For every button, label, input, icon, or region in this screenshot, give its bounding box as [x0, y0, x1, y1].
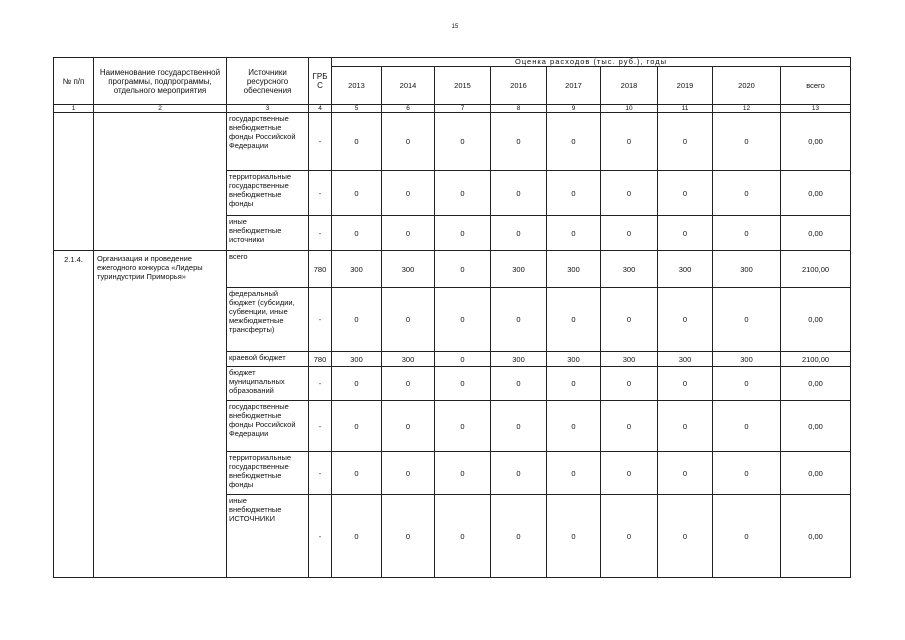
value-cell-2014: 0 [382, 495, 435, 578]
value-cell-2015: 0 [435, 495, 491, 578]
header-year-2014: 2014 [382, 67, 435, 105]
header-year-2017: 2017 [547, 67, 601, 105]
value-cell-2015: 0 [435, 367, 491, 401]
value-cell-2015: 0 [435, 352, 491, 367]
header-number: № п/п [54, 58, 94, 105]
value-cell-2017: 0 [547, 495, 601, 578]
value-cell-2017: 0 [547, 452, 601, 495]
value-cell-2017: 0 [547, 367, 601, 401]
value-cell-2015: 0 [435, 288, 491, 352]
grbs-cell: 780 [309, 251, 332, 288]
value-cell-2018: 0 [601, 288, 658, 352]
value-cell-2013: 0 [332, 113, 382, 171]
name-cell-empty [94, 113, 227, 251]
value-cell-2015: 0 [435, 452, 491, 495]
value-cell-2014: 300 [382, 251, 435, 288]
value-cell-2017: 0 [547, 401, 601, 452]
value-cell-2019: 0 [658, 452, 713, 495]
column-number: 4 [309, 105, 332, 113]
header-year-2015: 2015 [435, 67, 491, 105]
value-cell-total: 0,00 [781, 367, 851, 401]
table-row [54, 251, 851, 288]
value-cell-2017: 300 [547, 352, 601, 367]
value-cell-total: 0,00 [781, 288, 851, 352]
value-cell-2014: 300 [382, 352, 435, 367]
header-source: Источники ресурсного обеспечения [227, 58, 309, 105]
activity-name: Организация и проведение ежегодного конкурса «Лидеры туриндустрии Приморья» [94, 251, 227, 578]
value-cell-2015: 0 [435, 251, 491, 288]
column-number: 13 [781, 105, 851, 113]
value-cell-2013: 0 [332, 216, 382, 251]
column-number: 9 [547, 105, 601, 113]
value-cell-2014: 0 [382, 401, 435, 452]
value-cell-total: 0,00 [781, 495, 851, 578]
value-cell-2018: 0 [601, 216, 658, 251]
value-cell-2013: 0 [332, 288, 382, 352]
grbs-cell: - [309, 288, 332, 352]
value-cell-total: 0,00 [781, 452, 851, 495]
column-number: 2 [94, 105, 227, 113]
value-cell-total: 2100,00 [781, 251, 851, 288]
value-cell-2014: 0 [382, 171, 435, 216]
value-cell-2013: 300 [332, 352, 382, 367]
source-cell: государственные внебюджетные фонды Российской Федерации [227, 113, 309, 171]
header-year-2013: 2013 [332, 67, 382, 105]
column-numbers-row [54, 105, 851, 113]
value-cell-2016: 0 [491, 171, 547, 216]
value-cell-2019: 0 [658, 367, 713, 401]
header-name: Наименование государственной программы, подпрограммы, отдельного мероприятия [94, 58, 227, 105]
header-grbs-label: ГРБС [312, 72, 328, 90]
value-cell-2020: 300 [713, 352, 781, 367]
value-cell-2019: 0 [658, 288, 713, 352]
source-cell: бюджет муниципальных образований [227, 367, 309, 401]
value-cell-2018: 0 [601, 367, 658, 401]
value-cell-2019: 0 [658, 171, 713, 216]
value-cell-2018: 0 [601, 401, 658, 452]
value-cell-2017: 0 [547, 171, 601, 216]
column-number: 7 [435, 105, 491, 113]
source-cell: иные внебюджетные источники [227, 216, 309, 251]
column-number: 1 [54, 105, 94, 113]
value-cell-2013: 0 [332, 367, 382, 401]
value-cell-2019: 0 [658, 113, 713, 171]
activity-number: 2.1.4. [54, 251, 94, 578]
value-cell-2015: 0 [435, 113, 491, 171]
value-cell-2018: 300 [601, 251, 658, 288]
value-cell-2013: 0 [332, 401, 382, 452]
value-cell-2016: 300 [491, 352, 547, 367]
column-number: 12 [713, 105, 781, 113]
value-cell-2013: 0 [332, 495, 382, 578]
number-cell-empty [54, 113, 94, 251]
value-cell-2015: 0 [435, 401, 491, 452]
value-cell-2017: 300 [547, 251, 601, 288]
table-row [54, 113, 851, 171]
value-cell-2014: 0 [382, 113, 435, 171]
column-number: 3 [227, 105, 309, 113]
value-cell-2017: 0 [547, 113, 601, 171]
value-cell-2016: 0 [491, 495, 547, 578]
value-cell-2020: 0 [713, 288, 781, 352]
value-cell-2013: 0 [332, 171, 382, 216]
grbs-cell: - [309, 216, 332, 251]
value-cell-total: 0,00 [781, 401, 851, 452]
value-cell-2018: 300 [601, 352, 658, 367]
column-number: 8 [491, 105, 547, 113]
header-row [54, 58, 851, 67]
value-cell-total: 0,00 [781, 113, 851, 171]
value-cell-2016: 0 [491, 367, 547, 401]
value-cell-2019: 0 [658, 216, 713, 251]
funding-table [53, 57, 851, 578]
column-number: 5 [332, 105, 382, 113]
header-year-2016: 2016 [491, 67, 547, 105]
value-cell-total: 0,00 [781, 216, 851, 251]
value-cell-2020: 0 [713, 171, 781, 216]
value-cell-2015: 0 [435, 171, 491, 216]
source-cell: территориальные государственные внебюджетные фонды [227, 171, 309, 216]
value-cell-2019: 0 [658, 495, 713, 578]
page-number: 15 [451, 24, 459, 30]
source-cell: иные внебюджетные ИСТОЧНИКИ [227, 495, 309, 578]
header-year-2020: 2020 [713, 67, 781, 105]
value-cell-2020: 0 [713, 452, 781, 495]
value-cell-2019: 0 [658, 401, 713, 452]
value-cell-2016: 0 [491, 288, 547, 352]
value-cell-2017: 0 [547, 216, 601, 251]
source-cell: территориальные государственные внебюджетные фонды [227, 452, 309, 495]
value-cell-2018: 0 [601, 171, 658, 216]
value-cell-2017: 0 [547, 288, 601, 352]
value-cell-2014: 0 [382, 367, 435, 401]
value-cell-2014: 0 [382, 288, 435, 352]
value-cell-2020: 0 [713, 113, 781, 171]
source-cell: краевой бюджет [227, 352, 309, 367]
column-number: 10 [601, 105, 658, 113]
value-cell-2016: 0 [491, 452, 547, 495]
grbs-cell: 780 [309, 352, 332, 367]
value-cell-2019: 300 [658, 251, 713, 288]
value-cell-2016: 0 [491, 401, 547, 452]
source-cell: федеральный бюджет (субсидии, субвенции, иные межбюджетные трансферты) [227, 288, 309, 352]
value-cell-2016: 300 [491, 251, 547, 288]
header-grbs [309, 58, 332, 105]
value-cell-2020: 0 [713, 216, 781, 251]
source-cell: государственные внебюджетные фонды Российской Федерации [227, 401, 309, 452]
value-cell-2014: 0 [382, 216, 435, 251]
value-cell-2016: 0 [491, 216, 547, 251]
value-cell-2013: 0 [332, 452, 382, 495]
header-year-2019: 2019 [658, 67, 713, 105]
column-number: 11 [658, 105, 713, 113]
value-cell-2020: 0 [713, 495, 781, 578]
grbs-cell: - [309, 171, 332, 216]
value-cell-2018: 0 [601, 495, 658, 578]
value-cell-2020: 0 [713, 401, 781, 452]
value-cell-2015: 0 [435, 216, 491, 251]
value-cell-2019: 300 [658, 352, 713, 367]
grbs-cell: - [309, 401, 332, 452]
grbs-cell: - [309, 452, 332, 495]
header-year-2018: 2018 [601, 67, 658, 105]
value-cell-2016: 0 [491, 113, 547, 171]
source-cell: всего [227, 251, 309, 288]
value-cell-2020: 0 [713, 367, 781, 401]
grbs-cell: - [309, 495, 332, 578]
header-cost-estimate: Оценка расходов (тыс. руб.), годы [332, 58, 851, 67]
column-number: 6 [382, 105, 435, 113]
header-total: всего [781, 67, 851, 105]
value-cell-2018: 0 [601, 113, 658, 171]
value-cell-2014: 0 [382, 452, 435, 495]
grbs-cell: - [309, 367, 332, 401]
value-cell-2013: 300 [332, 251, 382, 288]
value-cell-2020: 300 [713, 251, 781, 288]
value-cell-total: 0,00 [781, 171, 851, 216]
value-cell-total: 2100,00 [781, 352, 851, 367]
value-cell-2018: 0 [601, 452, 658, 495]
grbs-cell: - [309, 113, 332, 171]
